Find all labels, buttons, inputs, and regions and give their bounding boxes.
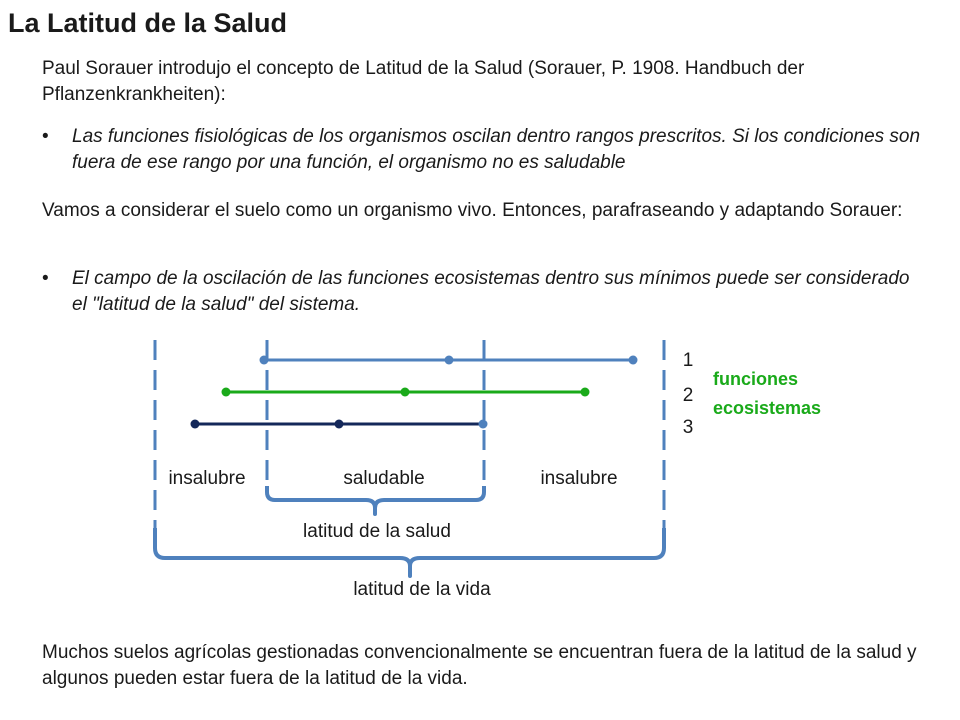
function-2-max-point [581, 388, 590, 397]
bullet-dot: • [42, 126, 49, 147]
function-3-min-point [191, 420, 200, 429]
intro-paragraph: Paul Sorauer introdujo el concepto de Latitud de la Salud (Sorauer, P. 1908. Handbuch der Pflanzenkrankheiten): [42, 58, 805, 105]
function-1-max-point [629, 356, 638, 365]
life-latitude-label: latitud de la vida [353, 579, 491, 600]
bullet-text: Las funciones fisiológicas de los organismos oscilan dentro rangos prescritos. Si los condiciones son fuera de ese rango por una función, el organismo no es saludable [72, 126, 921, 173]
bullet-text: El campo de la oscilación de las funciones ecosistemas dentro sus mínimos puede ser considerado el "latitud de la salud" del sistema. [72, 268, 910, 315]
health-latitude-bracket [267, 486, 484, 514]
soil-organism-paragraph: Vamos a considerar el suelo como un organismo vivo. Entonces, parafraseando y adaptando Sorauer: [42, 200, 903, 221]
function-number-3: 3 [682, 417, 694, 438]
zone-label-unhealthy-right: insalubre [540, 468, 618, 489]
zone-label-healthy: saludable [343, 468, 425, 489]
function-2-min-point [222, 388, 231, 397]
function-number-1: 1 [682, 350, 694, 371]
function-2-mid-point [401, 388, 410, 397]
bullet-dot: • [42, 268, 49, 289]
function-line-2 [222, 388, 590, 397]
function-1-mid-point [445, 356, 454, 365]
function-line-3 [191, 420, 488, 429]
function-number-2: 2 [682, 385, 694, 406]
ecosystem-functions-label-line1: funciones [713, 369, 799, 389]
function-line-1 [260, 356, 638, 365]
page-title: La Latitud de la Salud [8, 8, 288, 38]
function-3-max-point [479, 420, 488, 429]
function-1-min-point [260, 356, 269, 365]
ecosystem-functions-label-line2: ecosistemas [713, 398, 822, 418]
zone-label-unhealthy-left: insalubre [168, 468, 246, 489]
conclusion-paragraph: Muchos suelos agrícolas gestionadas convencionalmente se encuentran fuera de la latitud de la salud y algunos pueden estar fuera de la latitud de la vida. [42, 642, 917, 689]
function-3-mid-point [335, 420, 344, 429]
health-latitude-label: latitud de la salud [303, 521, 451, 542]
